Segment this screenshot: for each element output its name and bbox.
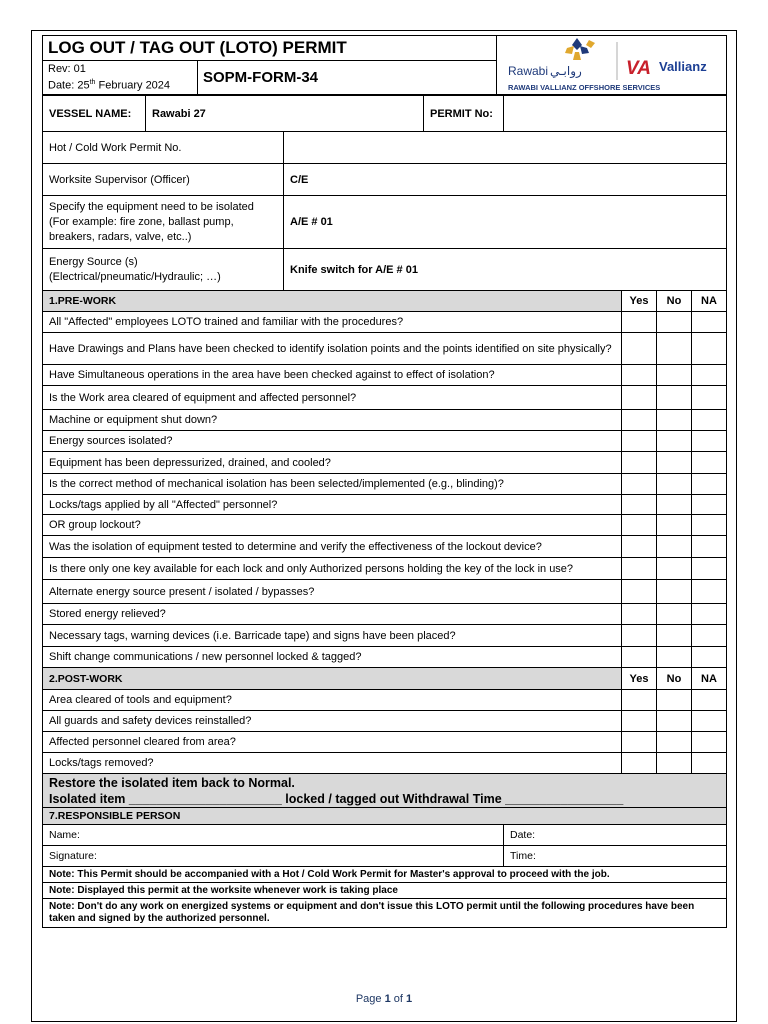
col-na: NA <box>692 291 727 312</box>
yes-checkbox[interactable] <box>622 410 657 431</box>
checklist-row <box>43 474 727 495</box>
detail-label: Specify the equipment need to be isolated (For example: fire zone, ballast pump, breakers, radars, valve, etc..) <box>43 196 284 249</box>
rev-date-cell <box>43 61 198 95</box>
detail-label: Hot / Cold Work Permit No. <box>43 132 284 164</box>
pre-work-heading: 1.PRE-WORK <box>43 291 622 312</box>
checklist-question: Energy sources isolated? <box>43 431 622 452</box>
yes-checkbox[interactable] <box>622 386 657 410</box>
loto-form <box>42 95 727 928</box>
na-checkbox[interactable] <box>692 515 727 536</box>
company-logo <box>497 36 727 95</box>
na-checkbox[interactable] <box>692 753 727 774</box>
checklist-row <box>43 647 727 668</box>
yes-checkbox[interactable] <box>622 333 657 365</box>
col-yes: Yes <box>622 668 657 690</box>
yes-checkbox[interactable] <box>622 312 657 333</box>
col-no: No <box>657 291 692 312</box>
detail-label: Energy Source (s) (Electrical/pneumatic/Hydraulic; …) <box>43 249 284 291</box>
no-checkbox[interactable] <box>657 410 692 431</box>
yes-checkbox[interactable] <box>622 604 657 625</box>
yes-checkbox[interactable] <box>622 495 657 515</box>
checklist-row <box>43 580 727 604</box>
checklist-row <box>43 732 727 753</box>
checklist-row <box>43 558 727 580</box>
na-checkbox[interactable] <box>692 312 727 333</box>
checklist-question: OR group lockout? <box>43 515 622 536</box>
checklist-question: Locks/tags removed? <box>43 753 622 774</box>
col-na: NA <box>692 668 727 690</box>
no-checkbox[interactable] <box>657 452 692 474</box>
vessel-name-label: VESSEL NAME: <box>43 96 146 132</box>
detail-value[interactable] <box>284 132 727 164</box>
checklist-question: Locks/tags applied by all "Affected" personnel? <box>43 495 622 515</box>
no-checkbox[interactable] <box>657 515 692 536</box>
no-checkbox[interactable] <box>657 732 692 753</box>
na-checkbox[interactable] <box>692 536 727 558</box>
checklist-row <box>43 452 727 474</box>
current-page: 1 <box>384 993 391 1005</box>
yes-checkbox[interactable] <box>622 647 657 668</box>
checklist-question: Necessary tags, warning devices (i.e. Barricade tape) and signs have been placed? <box>43 625 622 647</box>
checklist-row <box>43 312 727 333</box>
detail-value[interactable]: C/E <box>284 164 727 196</box>
checklist-row <box>43 625 727 647</box>
checklist-question: Area cleared of tools and equipment? <box>43 690 622 711</box>
na-checkbox[interactable] <box>692 365 727 386</box>
yes-checkbox[interactable] <box>622 452 657 474</box>
yes-checkbox[interactable] <box>622 515 657 536</box>
na-checkbox[interactable] <box>692 333 727 365</box>
vessel-name-value[interactable]: Rawabi 27 <box>146 96 424 132</box>
no-checkbox[interactable] <box>657 711 692 732</box>
no-checkbox[interactable] <box>657 312 692 333</box>
yes-checkbox[interactable] <box>622 580 657 604</box>
na-checkbox[interactable] <box>692 647 727 668</box>
checklist-row <box>43 333 727 365</box>
isolated-item-line[interactable]: Isolated item ______________________ locked / tagged out Withdrawal Time _________________ <box>49 791 624 806</box>
checklist-row <box>43 604 727 625</box>
detail-value[interactable]: A/E # 01 <box>284 196 727 249</box>
na-checkbox[interactable] <box>692 452 727 474</box>
checklist-question: Affected personnel cleared from area? <box>43 732 622 753</box>
no-checkbox[interactable] <box>657 625 692 647</box>
checklist-row <box>43 495 727 515</box>
permit-no-field[interactable] <box>504 96 727 132</box>
name-field[interactable]: Name: <box>43 825 504 846</box>
revision: Rev: 01 <box>48 63 86 76</box>
na-checkbox[interactable] <box>692 732 727 753</box>
na-checkbox[interactable] <box>692 711 727 732</box>
detail-value[interactable]: Knife switch for A/E # 01 <box>284 249 727 291</box>
checklist-row <box>43 753 727 774</box>
checklist-question: All "Affected" employees LOTO trained and familiar with the procedures? <box>43 312 622 333</box>
yes-checkbox[interactable] <box>622 558 657 580</box>
na-checkbox[interactable] <box>692 495 727 515</box>
no-checkbox[interactable] <box>657 604 692 625</box>
no-checkbox[interactable] <box>657 558 692 580</box>
logo-va-mark: VA <box>626 58 651 79</box>
page-footer: Page 1 of 1 <box>355 993 413 1005</box>
time-field[interactable]: Time: <box>504 846 727 867</box>
form-date: Date: 25th February 2024 <box>48 79 171 92</box>
na-checkbox[interactable] <box>692 625 727 647</box>
checklist-question: Was the isolation of equipment tested to determine and verify the effectiveness of the lockout device? <box>43 536 622 558</box>
no-checkbox[interactable] <box>657 333 692 365</box>
no-checkbox[interactable] <box>657 431 692 452</box>
yes-checkbox[interactable] <box>622 690 657 711</box>
checklist-question: Equipment has been depressurized, drained, and cooled? <box>43 452 622 474</box>
logo-graphic <box>502 36 727 94</box>
restore-heading: Restore the isolated item back to Normal. <box>49 775 295 790</box>
yes-checkbox[interactable] <box>622 536 657 558</box>
yes-checkbox[interactable] <box>622 753 657 774</box>
checklist-question: Machine or equipment shut down? <box>43 410 622 431</box>
na-checkbox[interactable] <box>692 558 727 580</box>
na-checkbox[interactable] <box>692 410 727 431</box>
checklist-question: Stored energy relieved? <box>43 604 622 625</box>
yes-checkbox[interactable] <box>622 431 657 452</box>
yes-checkbox[interactable] <box>622 474 657 495</box>
total-pages: 1 <box>406 993 413 1005</box>
form-id: SOPM-FORM-34 <box>198 61 497 95</box>
no-checkbox[interactable] <box>657 647 692 668</box>
na-checkbox[interactable] <box>692 580 727 604</box>
checklist-row <box>43 431 727 452</box>
post-work-heading: 2.POST-WORK <box>43 668 622 690</box>
no-checkbox[interactable] <box>657 580 692 604</box>
checklist-row <box>43 365 727 386</box>
no-checkbox[interactable] <box>657 365 692 386</box>
logo-rawabi-ar: روابـي <box>550 64 582 78</box>
detail-label: Worksite Supervisor (Officer) <box>43 164 284 196</box>
checklist-question: Is there only one key available for each lock and only Authorized persons holding the key of the lock in use? <box>43 558 622 580</box>
no-checkbox[interactable] <box>657 536 692 558</box>
checklist-row <box>43 536 727 558</box>
na-checkbox[interactable] <box>692 386 727 410</box>
no-checkbox[interactable] <box>657 386 692 410</box>
signature-field[interactable]: Signature: <box>43 846 504 867</box>
form-title: LOG OUT / TAG OUT (LOTO) PERMIT <box>43 36 497 61</box>
checklist-question: Alternate energy source present / isolated / bypasses? <box>43 580 622 604</box>
checklist-question: Is the Work area cleared of equipment and affected personnel? <box>43 386 622 410</box>
checklist-question: Have Simultaneous operations in the area have been checked against to effect of isolation? <box>43 365 622 386</box>
no-checkbox[interactable] <box>657 495 692 515</box>
checklist-question: Shift change communications / new personnel locked & tagged? <box>43 647 622 668</box>
checklist-row <box>43 410 727 431</box>
logo-tagline: RAWABI VALLIANZ OFFSHORE SERVICES <box>508 83 661 92</box>
checklist-row <box>43 386 727 410</box>
yes-checkbox[interactable] <box>622 625 657 647</box>
checklist-question: Have Drawings and Plans have been checked to identify isolation points and the points identified on site physically? <box>43 333 622 365</box>
checklist-row <box>43 690 727 711</box>
note: Note: Displayed this permit at the worksite whenever work is taking place <box>43 883 727 899</box>
no-checkbox[interactable] <box>657 753 692 774</box>
col-no: No <box>657 668 692 690</box>
date-field[interactable]: Date: <box>504 825 727 846</box>
yes-checkbox[interactable] <box>622 732 657 753</box>
yes-checkbox[interactable] <box>622 365 657 386</box>
checklist-question: Is the correct method of mechanical isolation has been selected/implemented (e.g., blinding)? <box>43 474 622 495</box>
restore-block <box>43 774 727 808</box>
na-checkbox[interactable] <box>692 431 727 452</box>
note: Note: This Permit should be accompanied with a Hot / Cold Work Permit for Master's approval to proceed with the job. <box>43 867 727 883</box>
checklist-row <box>43 711 727 732</box>
no-checkbox[interactable] <box>657 690 692 711</box>
responsible-person-heading: 7.RESPONSIBLE PERSON <box>43 808 727 825</box>
permit-no-label: PERMIT No: <box>424 96 504 132</box>
na-checkbox[interactable] <box>692 474 727 495</box>
checklist-row <box>43 515 727 536</box>
note: Note: Don't do any work on energized systems or equipment and don't issue this LOTO permit until the following procedures have been taken and signed by the authorized personnel. <box>43 899 727 928</box>
logo-vallianz: Vallianz <box>659 59 707 74</box>
checklist-question: All guards and safety devices reinstalled? <box>43 711 622 732</box>
na-checkbox[interactable] <box>692 690 727 711</box>
col-yes: Yes <box>622 291 657 312</box>
form-header <box>42 35 727 95</box>
no-checkbox[interactable] <box>657 474 692 495</box>
na-checkbox[interactable] <box>692 604 727 625</box>
logo-rawabi-en: Rawabi <box>508 64 549 78</box>
yes-checkbox[interactable] <box>622 711 657 732</box>
